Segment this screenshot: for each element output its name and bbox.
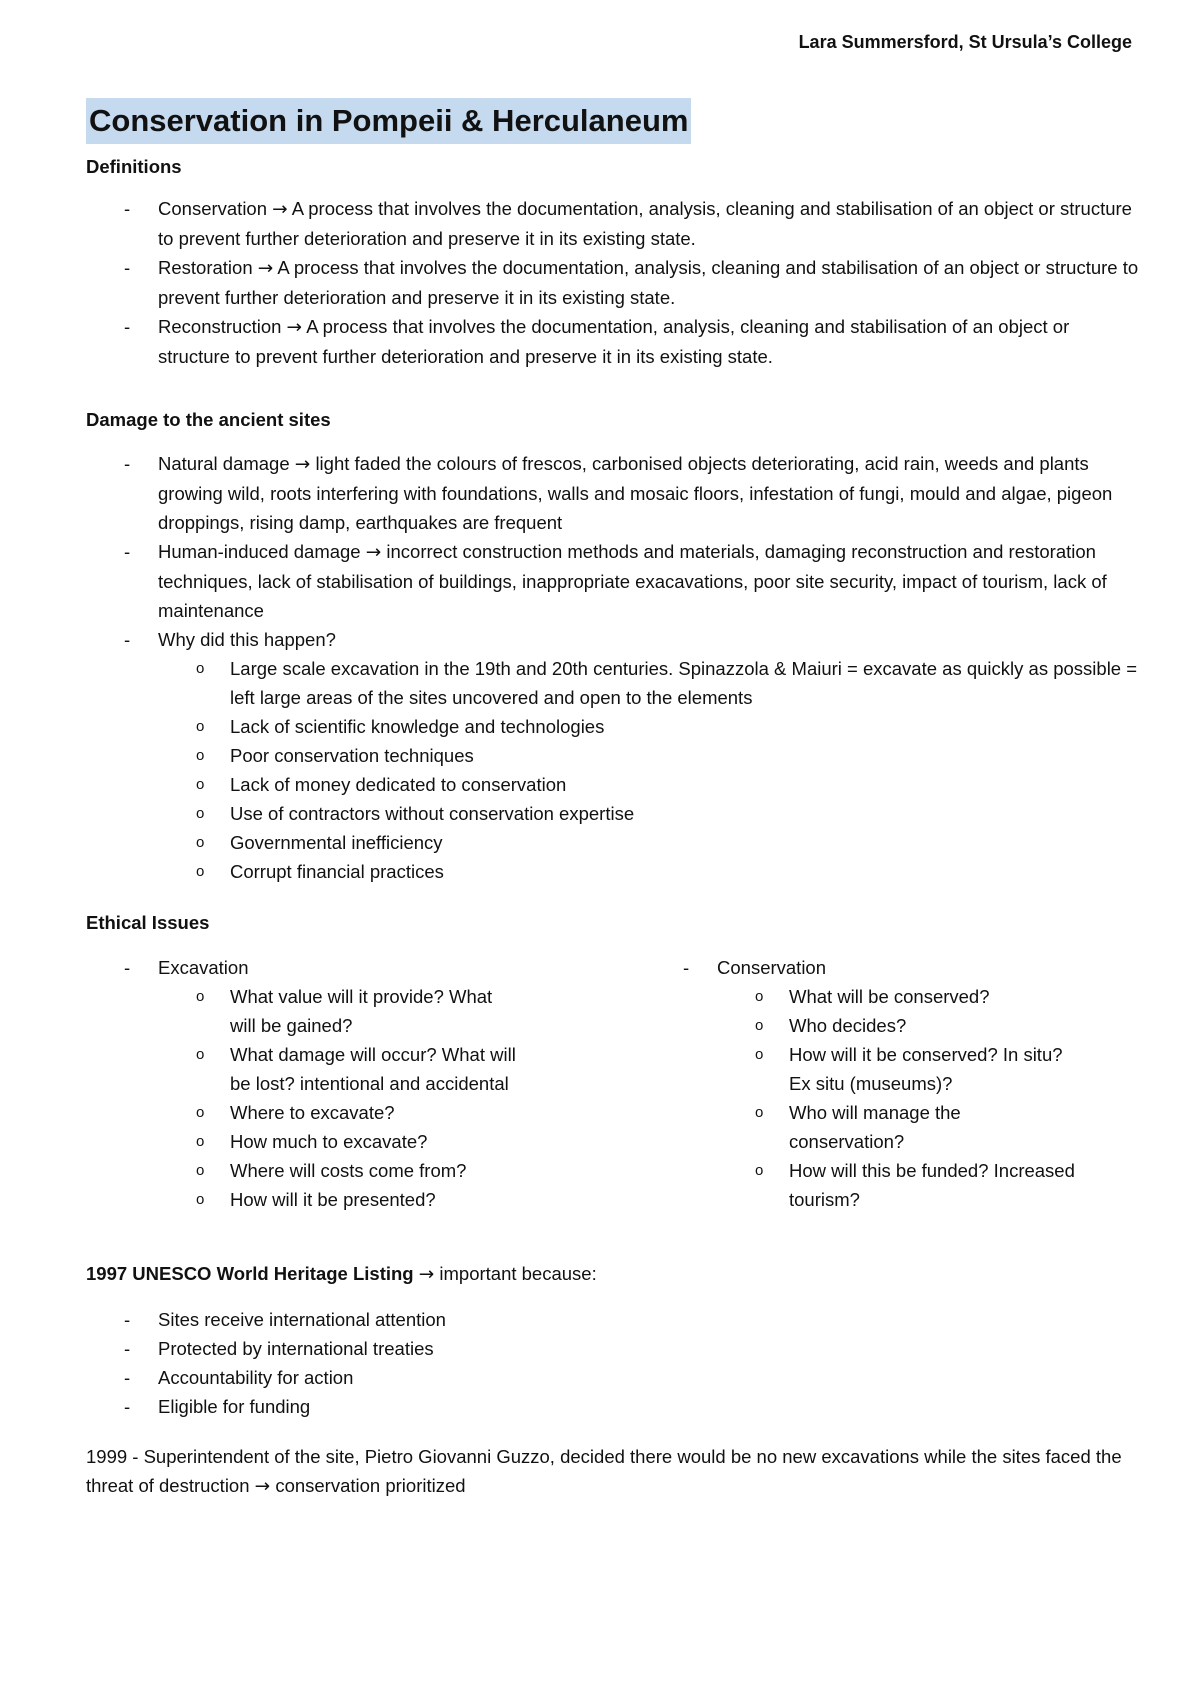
unesco-item xyxy=(86,1334,1146,1363)
circle-marker: o xyxy=(196,1104,205,1121)
arrow-icon: → xyxy=(254,1476,271,1497)
dash-marker: - xyxy=(124,957,131,978)
circle-marker: o xyxy=(196,1046,205,1063)
definition-item xyxy=(86,194,1146,253)
excavation-column xyxy=(86,953,586,1214)
dash-marker: - xyxy=(124,453,131,474)
reason-item xyxy=(158,741,1146,770)
reason-item xyxy=(158,712,1146,741)
question-item xyxy=(158,982,518,1040)
damage-heading: Damage to the ancient sites xyxy=(86,409,331,430)
circle-marker: o xyxy=(755,1017,764,1034)
excavation-label: Excavation xyxy=(158,957,249,978)
reason-text: Lack of money dedicated to conservation xyxy=(230,774,567,795)
definition-term: Restoration xyxy=(158,257,253,278)
natural-damage-text: light faded the colours of frescos, carbonised objects deteriorating, acid rain, weeds and plants growing wild, roots interfering with foundations, walls and mosaic floors, infestation of fungi, mould and algae, pigeon droppings, rising damp, earthquakes are frequent xyxy=(158,453,1113,533)
definition-term: Conservation xyxy=(158,198,268,219)
question-item xyxy=(158,1040,518,1098)
question-item xyxy=(158,1156,518,1185)
question-item xyxy=(717,1156,1077,1214)
why-item xyxy=(86,625,1146,886)
arrow-icon: → xyxy=(286,317,303,338)
arrow-icon: → xyxy=(365,542,382,563)
note-1999-suffix: conservation prioritized xyxy=(275,1475,466,1496)
question-text: What damage will occur? What will be lost? intentional and accidental xyxy=(230,1044,516,1094)
natural-damage-term: Natural damage xyxy=(158,453,290,474)
human-damage-term: Human-induced damage xyxy=(158,541,361,562)
question-text: Who will manage the conservation? xyxy=(789,1102,961,1152)
reason-text: Use of contractors without conservation expertise xyxy=(230,803,635,824)
dash-marker: - xyxy=(124,1367,131,1388)
dash-marker: - xyxy=(124,1309,131,1330)
definitions-heading: Definitions xyxy=(86,156,182,177)
unesco-heading: 1997 UNESCO World Heritage Listing xyxy=(86,1263,414,1284)
question-text: How will it be conserved? In situ? Ex situ (museums)? xyxy=(789,1044,1063,1094)
circle-marker: o xyxy=(196,1191,205,1208)
arrow-icon: → xyxy=(418,1264,435,1285)
circle-marker: o xyxy=(755,1046,764,1063)
note-1999-text: 1999 - Superintendent of the site, Pietro Giovanni Guzzo, decided there would be no new excavations while the sites faced the threat of destruction xyxy=(86,1446,1122,1496)
arrow-icon: → xyxy=(257,258,274,279)
excavation-questions xyxy=(158,982,518,1214)
circle-marker: o xyxy=(196,776,205,793)
question-item xyxy=(717,982,1077,1011)
note-1999 xyxy=(86,1442,1146,1501)
question-item xyxy=(158,1185,518,1214)
question-text: How will this be funded? Increased tourism? xyxy=(789,1160,1075,1210)
reason-text: Governmental inefficiency xyxy=(230,832,443,853)
natural-damage-item xyxy=(86,449,1146,537)
conservation-questions xyxy=(717,982,1077,1214)
definition-text: A process that involves the documentation, analysis, cleaning and stabilisation of an object or structure to prevent further deterioration and preserve it in its existing state. xyxy=(158,316,1070,367)
page-title: Conservation in Pompeii & Herculaneum xyxy=(86,98,691,144)
dash-marker: - xyxy=(683,957,690,978)
arrow-icon: → xyxy=(294,454,311,475)
arrow-icon: → xyxy=(272,199,288,220)
damage-list xyxy=(86,449,1146,886)
unesco-suffix: important because: xyxy=(439,1263,597,1284)
reason-text: Corrupt financial practices xyxy=(230,861,444,882)
reason-item xyxy=(158,799,1146,828)
definition-term: Reconstruction xyxy=(158,316,282,337)
dash-marker: - xyxy=(124,1396,131,1417)
unesco-item-text: Accountability for action xyxy=(158,1367,354,1388)
circle-marker: o xyxy=(196,1162,205,1179)
circle-marker: o xyxy=(755,1104,764,1121)
question-text: What will be conserved? xyxy=(789,986,990,1007)
definition-item xyxy=(86,312,1146,371)
excavation-item xyxy=(86,953,586,1214)
circle-marker: o xyxy=(196,660,205,677)
why-question: Why did this happen? xyxy=(158,629,336,650)
reason-text: Large scale excavation in the 19th and 20th centuries. Spinazzola & Maiuri = excavate as quickly as possible = left large areas of the sites uncovered and open to the elements xyxy=(230,658,1138,708)
circle-marker: o xyxy=(196,718,205,735)
question-text: How will it be presented? xyxy=(230,1189,436,1210)
reason-item xyxy=(158,654,1146,712)
question-text: Where will costs come from? xyxy=(230,1160,467,1181)
dash-marker: - xyxy=(124,316,131,337)
question-text: What value will it provide? What will be gained? xyxy=(230,986,493,1036)
conservation-item xyxy=(645,953,1145,1214)
definition-text: A process that involves the documentation, analysis, cleaning and stabilisation of an object or structure to prevent further deterioration and preserve it in its existing state. xyxy=(158,257,1139,308)
dash-marker: - xyxy=(124,541,131,562)
circle-marker: o xyxy=(755,988,764,1005)
dash-marker: - xyxy=(124,1338,131,1359)
question-item xyxy=(158,1098,518,1127)
definitions-list xyxy=(86,194,1146,371)
ethical-heading: Ethical Issues xyxy=(86,912,210,933)
question-text: Where to excavate? xyxy=(230,1102,395,1123)
unesco-item xyxy=(86,1363,1146,1392)
unesco-item-text: Sites receive international attention xyxy=(158,1309,446,1330)
conservation-column xyxy=(645,953,1145,1214)
question-item xyxy=(717,1011,1077,1040)
conservation-label: Conservation xyxy=(717,957,827,978)
dash-marker: - xyxy=(124,198,131,219)
dash-marker: - xyxy=(124,257,131,278)
circle-marker: o xyxy=(196,834,205,851)
human-damage-text: incorrect construction methods and materials, damaging reconstruction and restoration techniques, lack of stabilisation of buildings, inappropriate exacavations, poor site security, impact of tourism, lack of maintenance xyxy=(158,541,1107,621)
circle-marker: o xyxy=(196,805,205,822)
reasons-list xyxy=(158,654,1146,886)
reason-item xyxy=(158,857,1146,886)
unesco-item xyxy=(86,1392,1146,1421)
question-text: How much to excavate? xyxy=(230,1131,428,1152)
question-text: Who decides? xyxy=(789,1015,907,1036)
unesco-item-text: Protected by international treaties xyxy=(158,1338,434,1359)
unesco-line xyxy=(86,1259,1146,1289)
unesco-list xyxy=(86,1305,1146,1421)
question-item xyxy=(158,1127,518,1156)
header-author: Lara Summersford, St Ursula’s College xyxy=(798,32,1132,52)
unesco-item-text: Eligible for funding xyxy=(158,1396,311,1417)
reason-text: Poor conservation techniques xyxy=(230,745,474,766)
reason-item xyxy=(158,770,1146,799)
question-item xyxy=(717,1098,1077,1156)
dash-marker: - xyxy=(124,629,131,650)
unesco-item xyxy=(86,1305,1146,1334)
circle-marker: o xyxy=(196,988,205,1005)
reason-item xyxy=(158,828,1146,857)
definition-item xyxy=(86,253,1146,312)
circle-marker: o xyxy=(196,863,205,880)
reason-text: Lack of scientific knowledge and technologies xyxy=(230,716,605,737)
circle-marker: o xyxy=(196,1133,205,1150)
human-damage-item xyxy=(86,537,1146,625)
circle-marker: o xyxy=(755,1162,764,1179)
circle-marker: o xyxy=(196,747,205,764)
question-item xyxy=(717,1040,1077,1098)
definition-text: A process that involves the documentation, analysis, cleaning and stabilisation of an object or structure to prevent further deterioration and preserve it in its existing state. xyxy=(158,198,1132,249)
